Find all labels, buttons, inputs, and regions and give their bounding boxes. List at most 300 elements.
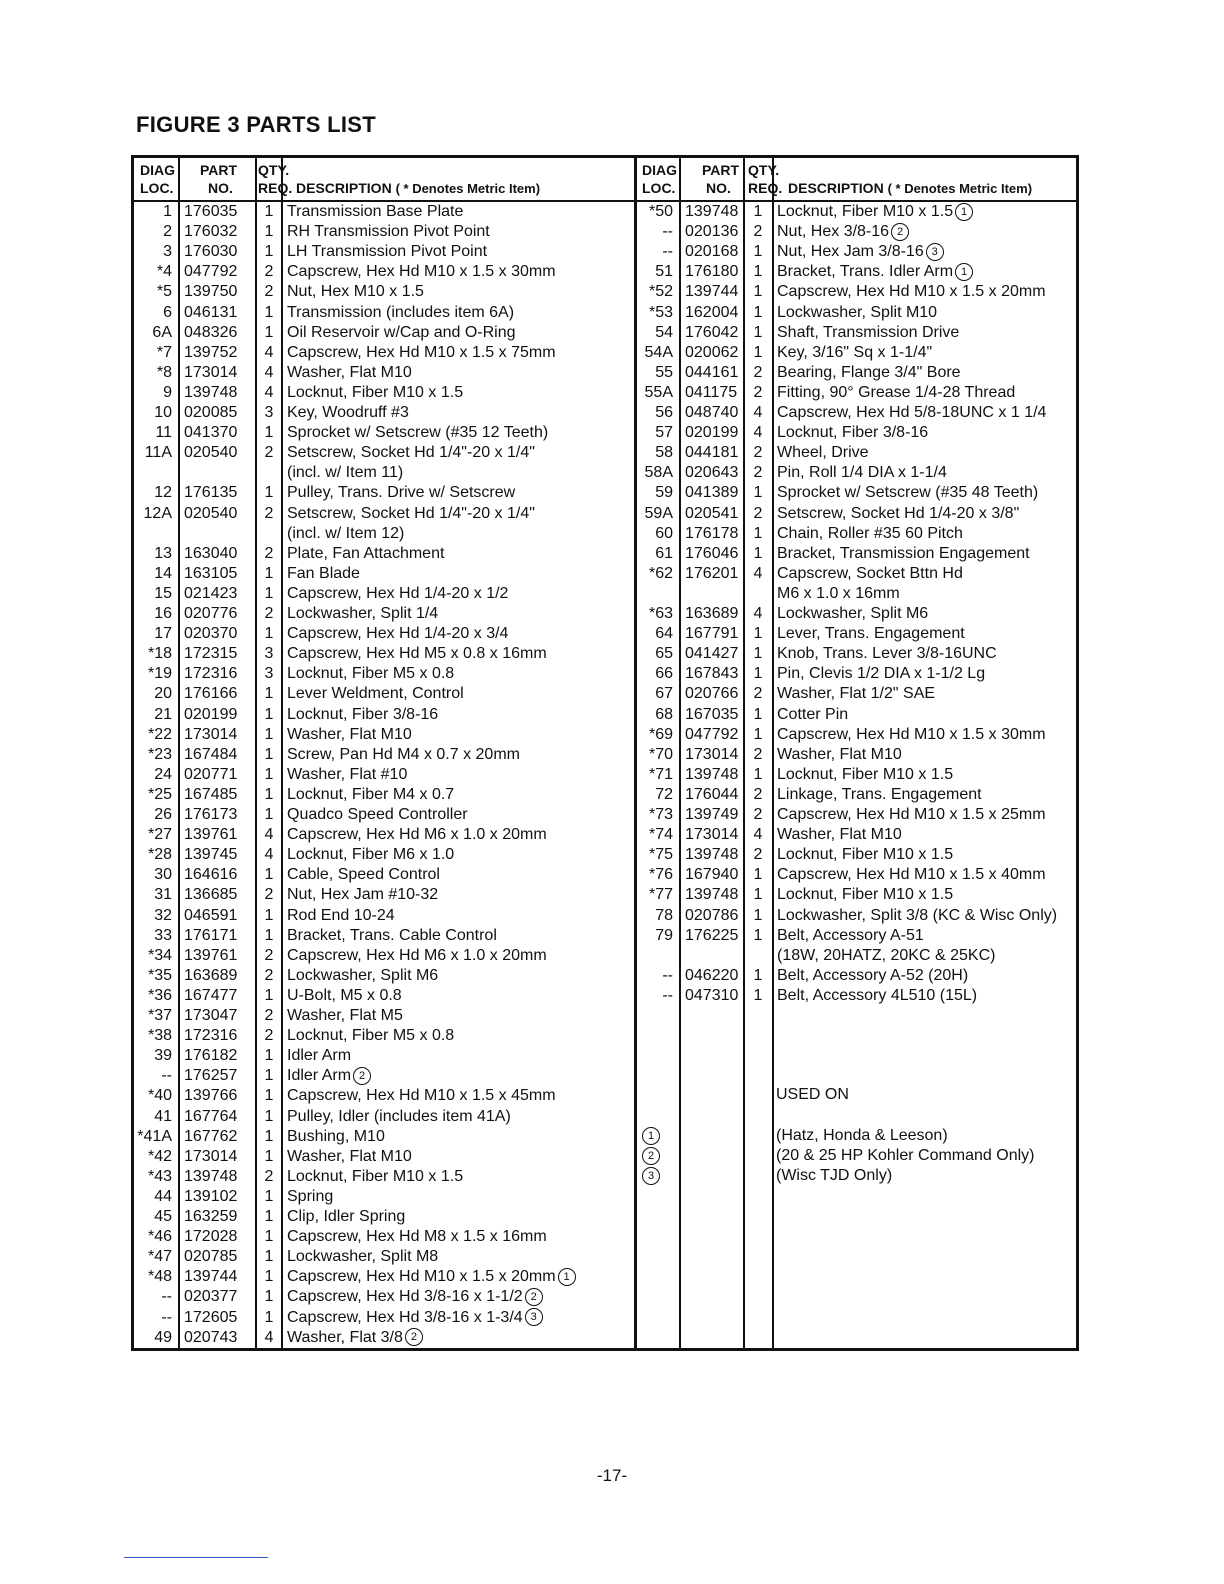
part-number: 176035 [184,203,238,220]
diag-loc: 13 [154,544,172,562]
description-text: Belt, Accessory A-52 (20H) [777,966,969,984]
qty-required: 4 [264,846,274,864]
diag-loc: *5 [156,283,172,301]
qty-required: 1 [753,725,763,743]
qty-required: 2 [264,263,274,281]
diag-loc: 11 [155,424,172,442]
description-text: Locknut, Fiber M10 x 1.5 [287,1167,464,1185]
qty-required: 2 [753,785,763,803]
header-part: PART [200,162,238,178]
part-number: 139744 [685,283,739,301]
description-text: Quadco Speed Controller [287,806,468,823]
description-text: Locknut, Fiber 3/8-16 [777,424,929,442]
qty-required: 1 [264,1228,274,1246]
part-number: 041175 [685,383,738,401]
qty-required: 1 [264,1067,274,1085]
qty-required: 1 [264,323,274,341]
diag-loc: *71 [648,765,673,783]
part-number: 139748 [685,886,739,904]
qty-required: 2 [264,504,274,522]
description-text: Lockwasher, Split M6 [777,605,929,622]
description [777,805,1046,825]
circled-number-icon: 2 [891,223,909,241]
description-text: LH Transmission Pivot Point [287,243,488,261]
header-part: PART [702,162,740,178]
description [287,1207,405,1227]
description-text: Capscrew, Hex Hd M6 x 1.0 x 20mm [287,946,547,964]
diag-loc: *40 [147,1087,172,1105]
description [777,262,973,282]
description [287,805,468,825]
part-number: 167485 [184,785,238,803]
description [777,403,1046,423]
description [287,1308,543,1328]
header-desc-note: ( * Denotes Metric Item) [887,181,1033,196]
part-number: 020541 [685,504,739,522]
part-number: 048326 [184,323,238,341]
part-number: 173014 [685,745,739,763]
qty-required: 4 [753,404,763,421]
part-number: 020785 [184,1248,238,1266]
description-text: Pin, Clevis 1/2 DIA x 1-1/2 Lg [777,665,986,683]
qty-required: 2 [753,363,763,381]
header-desc-label: DESCRIPTION [296,180,392,196]
description-text: Key, Woodruff #3 [287,404,409,421]
diag-loc: 64 [655,625,673,643]
qty-required: 2 [264,283,274,301]
description-text: Washer, Flat M10 [777,826,902,844]
description-text: Cotter Pin [777,705,849,723]
diag-loc: *34 [147,946,172,964]
qty-required: 1 [264,685,274,703]
description-text: (18W, 20HATZ, 20KC & 25KC) [777,946,996,964]
description-text: Chain, Roller #35 60 Pitch [777,524,963,542]
diag-loc: 79 [655,926,673,944]
qty-required: 4 [753,564,763,582]
qty-required: 2 [264,966,274,984]
diag-loc: 17 [154,625,172,643]
part-number: 139761 [184,946,238,964]
qty-required: 2 [753,806,763,823]
footer-rule [124,1557,268,1558]
parts-table [131,155,1079,1351]
description [777,303,937,323]
description-text: Bracket, Trans. Idler Arm [777,263,954,281]
qty-required: 2 [264,444,274,462]
qty-required: 2 [753,745,763,763]
description-text: Lever, Trans. Engagement [777,625,965,643]
description [287,282,424,302]
qty-required: 4 [264,343,274,361]
description-text: Setscrew, Socket Hd 1/4"-20 x 1/4" [287,504,535,522]
description-text: Lockwasher, Split M6 [287,966,439,984]
description [287,1127,385,1147]
diag-loc: 21 [154,705,172,723]
qty-required: 1 [264,243,274,261]
diag-loc: *76 [648,866,673,884]
description-text: Capscrew, Hex Hd M10 x 1.5 x 20mm [287,1268,556,1286]
part-number: 176225 [685,926,739,944]
diag-loc: -- [662,986,673,1004]
description-text: Locknut, Fiber M5 x 0.8 [287,1027,455,1045]
diag-loc: *77 [648,886,673,904]
diag-loc: *7 [156,343,172,361]
diag-loc: 30 [154,866,172,884]
qty-required: 1 [264,484,274,502]
qty-required: 1 [264,745,274,763]
part-number: 139748 [685,765,739,783]
description-text: (incl. w/ Item 11) [287,464,404,482]
description-text: Capscrew, Hex Hd M10 x 1.5 x 75mm [287,343,556,361]
description [777,725,1046,745]
description [287,906,395,926]
description [287,604,438,624]
part-number: 162004 [685,303,739,321]
part-number: 176171 [184,926,238,944]
description [287,705,438,725]
circled-number-icon: 2 [405,1328,423,1346]
description-text: Fitting, 90° Grease 1/4-28 Thread [777,383,1016,401]
description-text: Clip, Idler Spring [287,1208,406,1225]
part-number: 163259 [184,1208,238,1225]
description-text: Capscrew, Hex Hd M10 x 1.5 x 30mm [777,725,1046,743]
diag-loc: 33 [154,926,172,944]
description [287,885,438,905]
diag-loc: 12 [154,484,172,502]
diag-loc: *69 [648,725,673,743]
description [287,564,360,584]
diag-loc: 56 [655,404,673,421]
part-number: 173047 [184,1007,238,1024]
part-number: 163105 [184,564,238,582]
description [287,1247,438,1267]
diag-loc: 45 [154,1208,172,1225]
diag-loc: *19 [147,665,172,683]
description-text: Shaft, Transmission Drive [777,323,960,341]
description [287,423,548,443]
description-text: Capscrew, Hex Hd 1/4-20 x 1/2 [287,584,509,602]
circled-number-icon: 1 [642,1127,660,1145]
description [777,906,1057,926]
qty-required: 2 [753,444,763,462]
diag-loc: *4 [156,263,172,281]
qty-required: 1 [264,1087,274,1105]
part-number: 163040 [184,544,238,562]
qty-required: 1 [264,564,274,582]
diag-loc: *62 [648,564,673,582]
qty-required: 1 [753,203,763,220]
diag-loc: *35 [147,966,172,984]
part-number: 167762 [184,1127,238,1145]
description [287,664,454,684]
diag-loc: 44 [154,1187,172,1205]
description-text: Lockwasher, Split 1/4 [287,605,439,622]
part-number: 139766 [184,1087,238,1105]
qty-required: 1 [753,765,763,783]
description [777,926,924,946]
description [287,1147,412,1167]
diag-loc: 57 [655,424,673,442]
diag-loc: 68 [655,705,673,723]
header-loc: LOC. [642,180,676,196]
part-number: 020766 [685,685,739,703]
description-text: Capscrew, Hex Hd 3/8-16 x 1-1/2 [287,1288,523,1306]
description-text: Locknut, Fiber 3/8-16 [287,705,439,723]
part-number: 164616 [184,866,238,884]
diag-loc: 24 [154,765,172,783]
part-number: 167035 [685,705,739,723]
part-number: 172605 [184,1308,238,1326]
description [777,282,1046,302]
description-text: Nut, Hex Jam #10-32 [287,886,439,904]
description [287,584,508,604]
description [777,524,963,544]
qty-required: 4 [753,826,763,844]
description-text: Bushing, M10 [287,1127,385,1145]
description [287,644,547,664]
part-number: 176032 [184,223,238,241]
part-number: 172316 [184,665,238,683]
diag-loc: *41A [137,1127,172,1145]
qty-required: 4 [264,383,274,401]
description [287,222,490,242]
diag-loc: *8 [156,363,172,381]
qty-required: 1 [264,424,274,442]
header-diag: DIAG [642,162,677,178]
page-title: FIGURE 3 PARTS LIST [136,112,376,137]
description [287,504,535,524]
description [777,323,959,343]
part-number: 020743 [184,1328,238,1346]
description-text: Belt, Accessory A-51 [777,926,924,944]
header-no: NO. [706,180,731,196]
diag-loc: *75 [648,846,673,864]
qty-required: 4 [753,605,763,622]
description [777,745,902,765]
qty-required: 1 [264,1147,274,1165]
description [287,1267,576,1287]
description [777,343,932,363]
part-number: 176180 [685,263,739,281]
qty-required: 2 [753,223,763,241]
description-text: Rod End 10-24 [287,906,395,924]
qty-required: 1 [264,926,274,944]
description [287,684,464,704]
description-text: Belt, Accessory 4L510 (15L) [777,986,978,1004]
part-number: 020540 [184,444,238,462]
qty-required: 1 [264,1208,274,1225]
diag-loc: *52 [648,283,673,301]
part-number: 139748 [184,1167,238,1185]
qty-required: 1 [753,926,763,944]
description [777,564,963,584]
description-text: Capscrew, Hex Hd 3/8-16 x 1-3/4 [287,1308,523,1326]
circled-number-icon: 2 [353,1067,371,1085]
description-text: Washer, Flat M10 [287,1147,412,1165]
part-number: 176030 [184,243,238,261]
description [777,765,953,785]
description [287,946,547,966]
description-text: Washer, Flat M10 [287,725,412,743]
qty-required: 1 [264,1268,274,1286]
diag-loc: -- [161,1067,172,1085]
description-text: Spring [287,1187,334,1205]
description-text: Wheel, Drive [777,444,869,462]
legend-text: (Wisc TJD Only) [776,1167,893,1184]
description [287,202,463,222]
description [777,222,909,242]
part-number: 167477 [184,986,238,1004]
qty-required: 3 [264,645,274,663]
diag-loc: 60 [655,524,673,542]
description [287,1187,333,1207]
qty-required: 1 [753,484,763,502]
description-text: Pulley, Trans. Drive w/ Setscrew [287,484,516,502]
description-text: Washer, Flat #10 [287,765,408,783]
description-text: Lever Weldment, Control [287,685,464,703]
diag-loc: 31 [154,886,172,904]
description-text: Washer, Flat 3/8 [287,1328,403,1346]
qty-required: 1 [264,705,274,723]
description [287,825,547,845]
description [777,946,995,966]
description [777,383,1015,403]
description-text: Nut, Hex Jam 3/8-16 [777,243,924,261]
qty-required: 1 [753,524,763,542]
part-number: 163689 [184,966,238,984]
header-qty: QTY. [258,162,290,178]
diag-loc: *18 [147,645,172,663]
diag-loc: 10 [154,404,172,421]
qty-required: 1 [753,966,763,984]
qty-required: 1 [264,986,274,1004]
description [287,725,412,745]
description-text: Setscrew, Socket Hd 1/4-20 x 3/8" [777,504,1020,522]
description-text: Setscrew, Socket Hd 1/4"-20 x 1/4" [287,444,535,462]
description [287,1328,423,1348]
description-text: Bearing, Flange 3/4" Bore [777,363,961,381]
part-number: 044181 [685,444,739,462]
part-number: 176135 [184,484,238,502]
qty-required: 1 [264,1288,274,1306]
description [777,604,928,624]
diag-loc: *42 [147,1147,172,1165]
description-text: Capscrew, Hex Hd M10 x 1.5 x 25mm [777,806,1046,823]
description-text: Nut, Hex M10 x 1.5 [287,283,424,301]
qty-required: 1 [264,785,274,803]
qty-required: 2 [753,383,763,401]
description [777,624,965,644]
description-text: Locknut, Fiber M5 x 0.8 [287,665,455,683]
description [777,443,869,463]
part-number: 047310 [685,986,739,1004]
description [287,524,404,544]
qty-required: 1 [264,866,274,884]
description [777,825,902,845]
description-text: RH Transmission Pivot Point [287,223,490,241]
diag-loc: *46 [147,1228,172,1246]
part-number: 139748 [184,383,238,401]
diag-loc: 2 [163,223,172,241]
circled-number-icon: 1 [558,1268,576,1286]
part-number: 020377 [184,1288,238,1306]
diag-loc: 51 [655,263,673,281]
part-number: 047792 [685,725,739,743]
description-text: Capscrew, Hex Hd M10 x 1.5 x 20mm [777,283,1046,301]
legend-text: (20 & 25 HP Kohler Command Only) [776,1147,1035,1164]
diag-loc: 9 [163,383,172,401]
part-number: 046131 [184,303,238,321]
description [287,363,412,383]
qty-required: 2 [264,1167,274,1185]
diag-loc: *70 [648,745,673,763]
qty-required: 1 [264,1187,274,1205]
description [777,483,1038,503]
description [287,262,556,282]
description-text: Fan Blade [287,564,360,582]
part-number: 020199 [685,424,739,442]
description-text: Capscrew, Hex Hd M6 x 1.0 x 20mm [287,826,547,844]
description-text: Bracket, Transmission Engagement [777,544,1030,562]
description [287,745,520,765]
qty-required: 2 [264,1007,274,1024]
qty-required: 1 [264,1047,274,1065]
header-desc-label: DESCRIPTION [788,180,884,196]
diag-loc: 20 [154,685,172,703]
part-number: 176173 [184,806,238,823]
description-text: Capscrew, Hex Hd M8 x 1.5 x 16mm [287,1228,547,1246]
diag-loc: -- [161,1308,172,1326]
qty-required: 1 [264,625,274,643]
description-text: Nut, Hex 3/8-16 [777,223,890,241]
diag-loc: 72 [655,785,673,803]
circled-number-icon: 3 [642,1167,660,1185]
description-text: Cable, Speed Control [287,866,440,884]
qty-required: 1 [264,1107,274,1125]
diag-loc: 58 [655,444,673,462]
qty-required: 1 [264,906,274,924]
part-number: 020771 [184,765,238,783]
part-number: 139748 [685,203,739,220]
header-desc-note: ( * Denotes Metric Item) [395,181,541,196]
description-text: Washer, Flat M10 [287,363,412,381]
qty-required: 1 [753,544,763,562]
description-text: Transmission (includes item 6A) [287,303,515,321]
part-number: 172316 [184,1027,238,1045]
qty-required: 1 [264,1308,274,1326]
part-number: 176046 [685,544,739,562]
diag-loc: *27 [147,826,172,844]
diag-loc: *43 [147,1167,172,1185]
description-text: Linkage, Trans. Engagement [777,785,982,803]
qty-required: 2 [753,685,763,703]
description [777,684,935,704]
diag-loc: 16 [154,605,172,622]
diag-loc: *50 [648,203,673,220]
description [287,966,438,986]
diag-loc: *23 [147,745,172,763]
diag-loc: *38 [147,1027,172,1045]
part-number: 172315 [184,645,238,663]
part-number: 173014 [184,725,238,743]
description [777,865,1046,885]
part-number: 176178 [685,524,739,542]
part-number: 176257 [184,1067,238,1085]
qty-required: 1 [264,765,274,783]
description [287,544,444,564]
description [287,1006,403,1026]
part-number: 046591 [184,906,238,924]
